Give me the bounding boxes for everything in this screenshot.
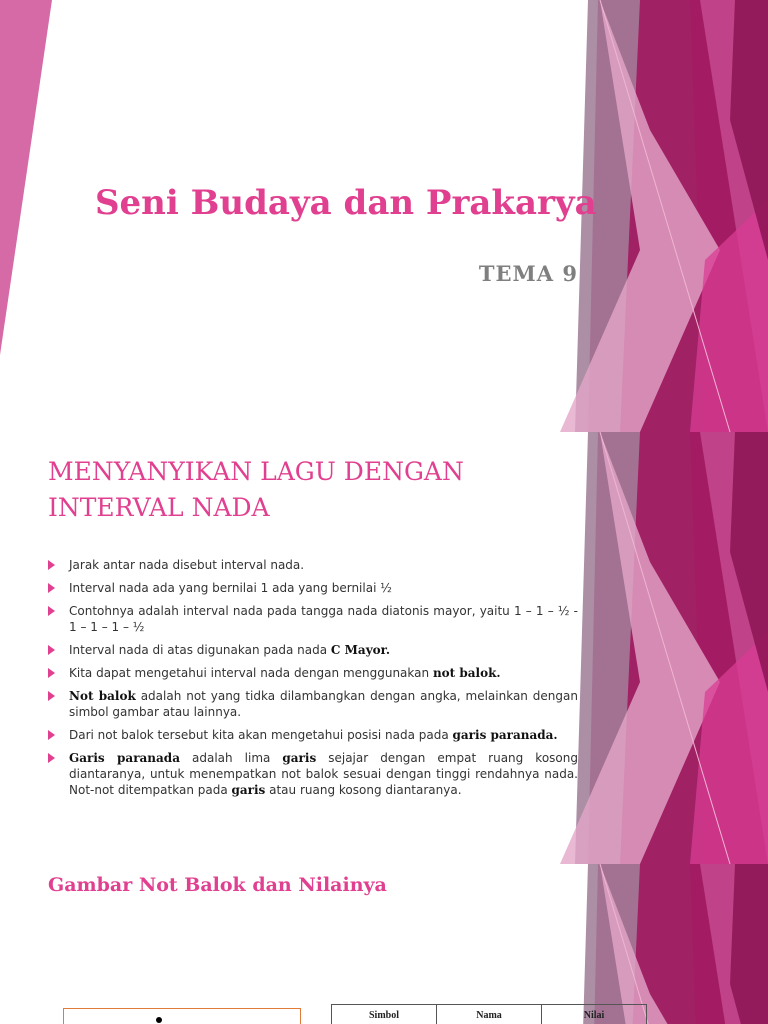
bullet-text: Interval nada ada yang bernilai 1 ada yang bernilai ½ (69, 581, 392, 595)
bullet-item (48, 688, 578, 720)
bullet-item (48, 665, 578, 681)
presentation-title: Seni Budaya dan Prakarya (95, 183, 597, 223)
bullet-text: Jarak antar nada disebut interval nada. (69, 558, 305, 572)
note-glyph (156, 1017, 162, 1023)
triangle-bullet-icon (48, 668, 55, 678)
content-slide (0, 432, 768, 864)
bullet-item (48, 642, 578, 658)
bullet-text: atau ruang kosong diantaranya. (265, 783, 462, 797)
bullet-item (48, 750, 578, 798)
triangle-bullet-icon (48, 645, 55, 655)
bullet-text: adalah lima (179, 751, 283, 765)
table-header-symbol: Simbol (332, 1005, 437, 1024)
triangle-bullet-icon (48, 583, 55, 593)
title-slide (0, 0, 768, 432)
bullet-item (48, 727, 578, 743)
note-values-table (331, 1004, 647, 1024)
bullet-item (48, 557, 578, 573)
bullet-item (48, 580, 578, 596)
triangle-bullet-icon (48, 753, 55, 763)
bullet-list (48, 557, 578, 805)
notes-slide (0, 864, 768, 1024)
bullet-text: Kita dapat mengetahui interval nada dengan menggunakan (69, 666, 433, 680)
slide-heading: Gambar Not Balok dan Nilainya (48, 874, 387, 896)
bullet-text: adalah not yang tidka dilambangkan dengan angka, melainkan dengan simbol gambar atau lainnya. (69, 689, 578, 719)
note-image-frame (63, 1008, 301, 1024)
bullet-text: Dari not balok tersebut kita akan mengetahui posisi nada pada (69, 728, 453, 742)
table-header-row (332, 1005, 647, 1024)
bullet-bold-text: garis (231, 783, 266, 797)
triangle-bullet-icon (48, 560, 55, 570)
table-header-name: Nama (437, 1005, 542, 1024)
triangle-bullet-icon (48, 691, 55, 701)
table-header-value: Nilai (542, 1005, 647, 1024)
bullet-bold-text: Not balok (69, 689, 136, 703)
presentation-subtitle: TEMA 9 (478, 261, 578, 286)
slide-heading: MENYANYIKAN LAGU DENGAN INTERVAL NADA (48, 457, 464, 522)
bullet-bold-text: C Mayor. (330, 643, 391, 657)
bullet-bold-text: garis (282, 751, 317, 765)
triangle-bullet-icon (48, 606, 55, 616)
bullet-bold-text: not balok. (432, 666, 501, 680)
bullet-item (48, 603, 578, 635)
bullet-bold-text: Garis paranada (69, 751, 180, 765)
bullet-bold-text: garis paranada. (452, 728, 558, 742)
bullet-text: Contohnya adalah interval nada pada tangga nada diatonis mayor, yaitu 1 – 1 – ½ - 1 – 1 – 1 – ½ (69, 604, 578, 634)
bullet-text: sejajar dengan empat ruang kosong diantaranya, untuk menempatkan not balok sesuai dengan tinggi rendahnya nada. Not-not ditempatkan pada (69, 751, 578, 797)
triangle-bullet-icon (48, 730, 55, 740)
bullet-text: Interval nada di atas digunakan pada nada (69, 643, 331, 657)
